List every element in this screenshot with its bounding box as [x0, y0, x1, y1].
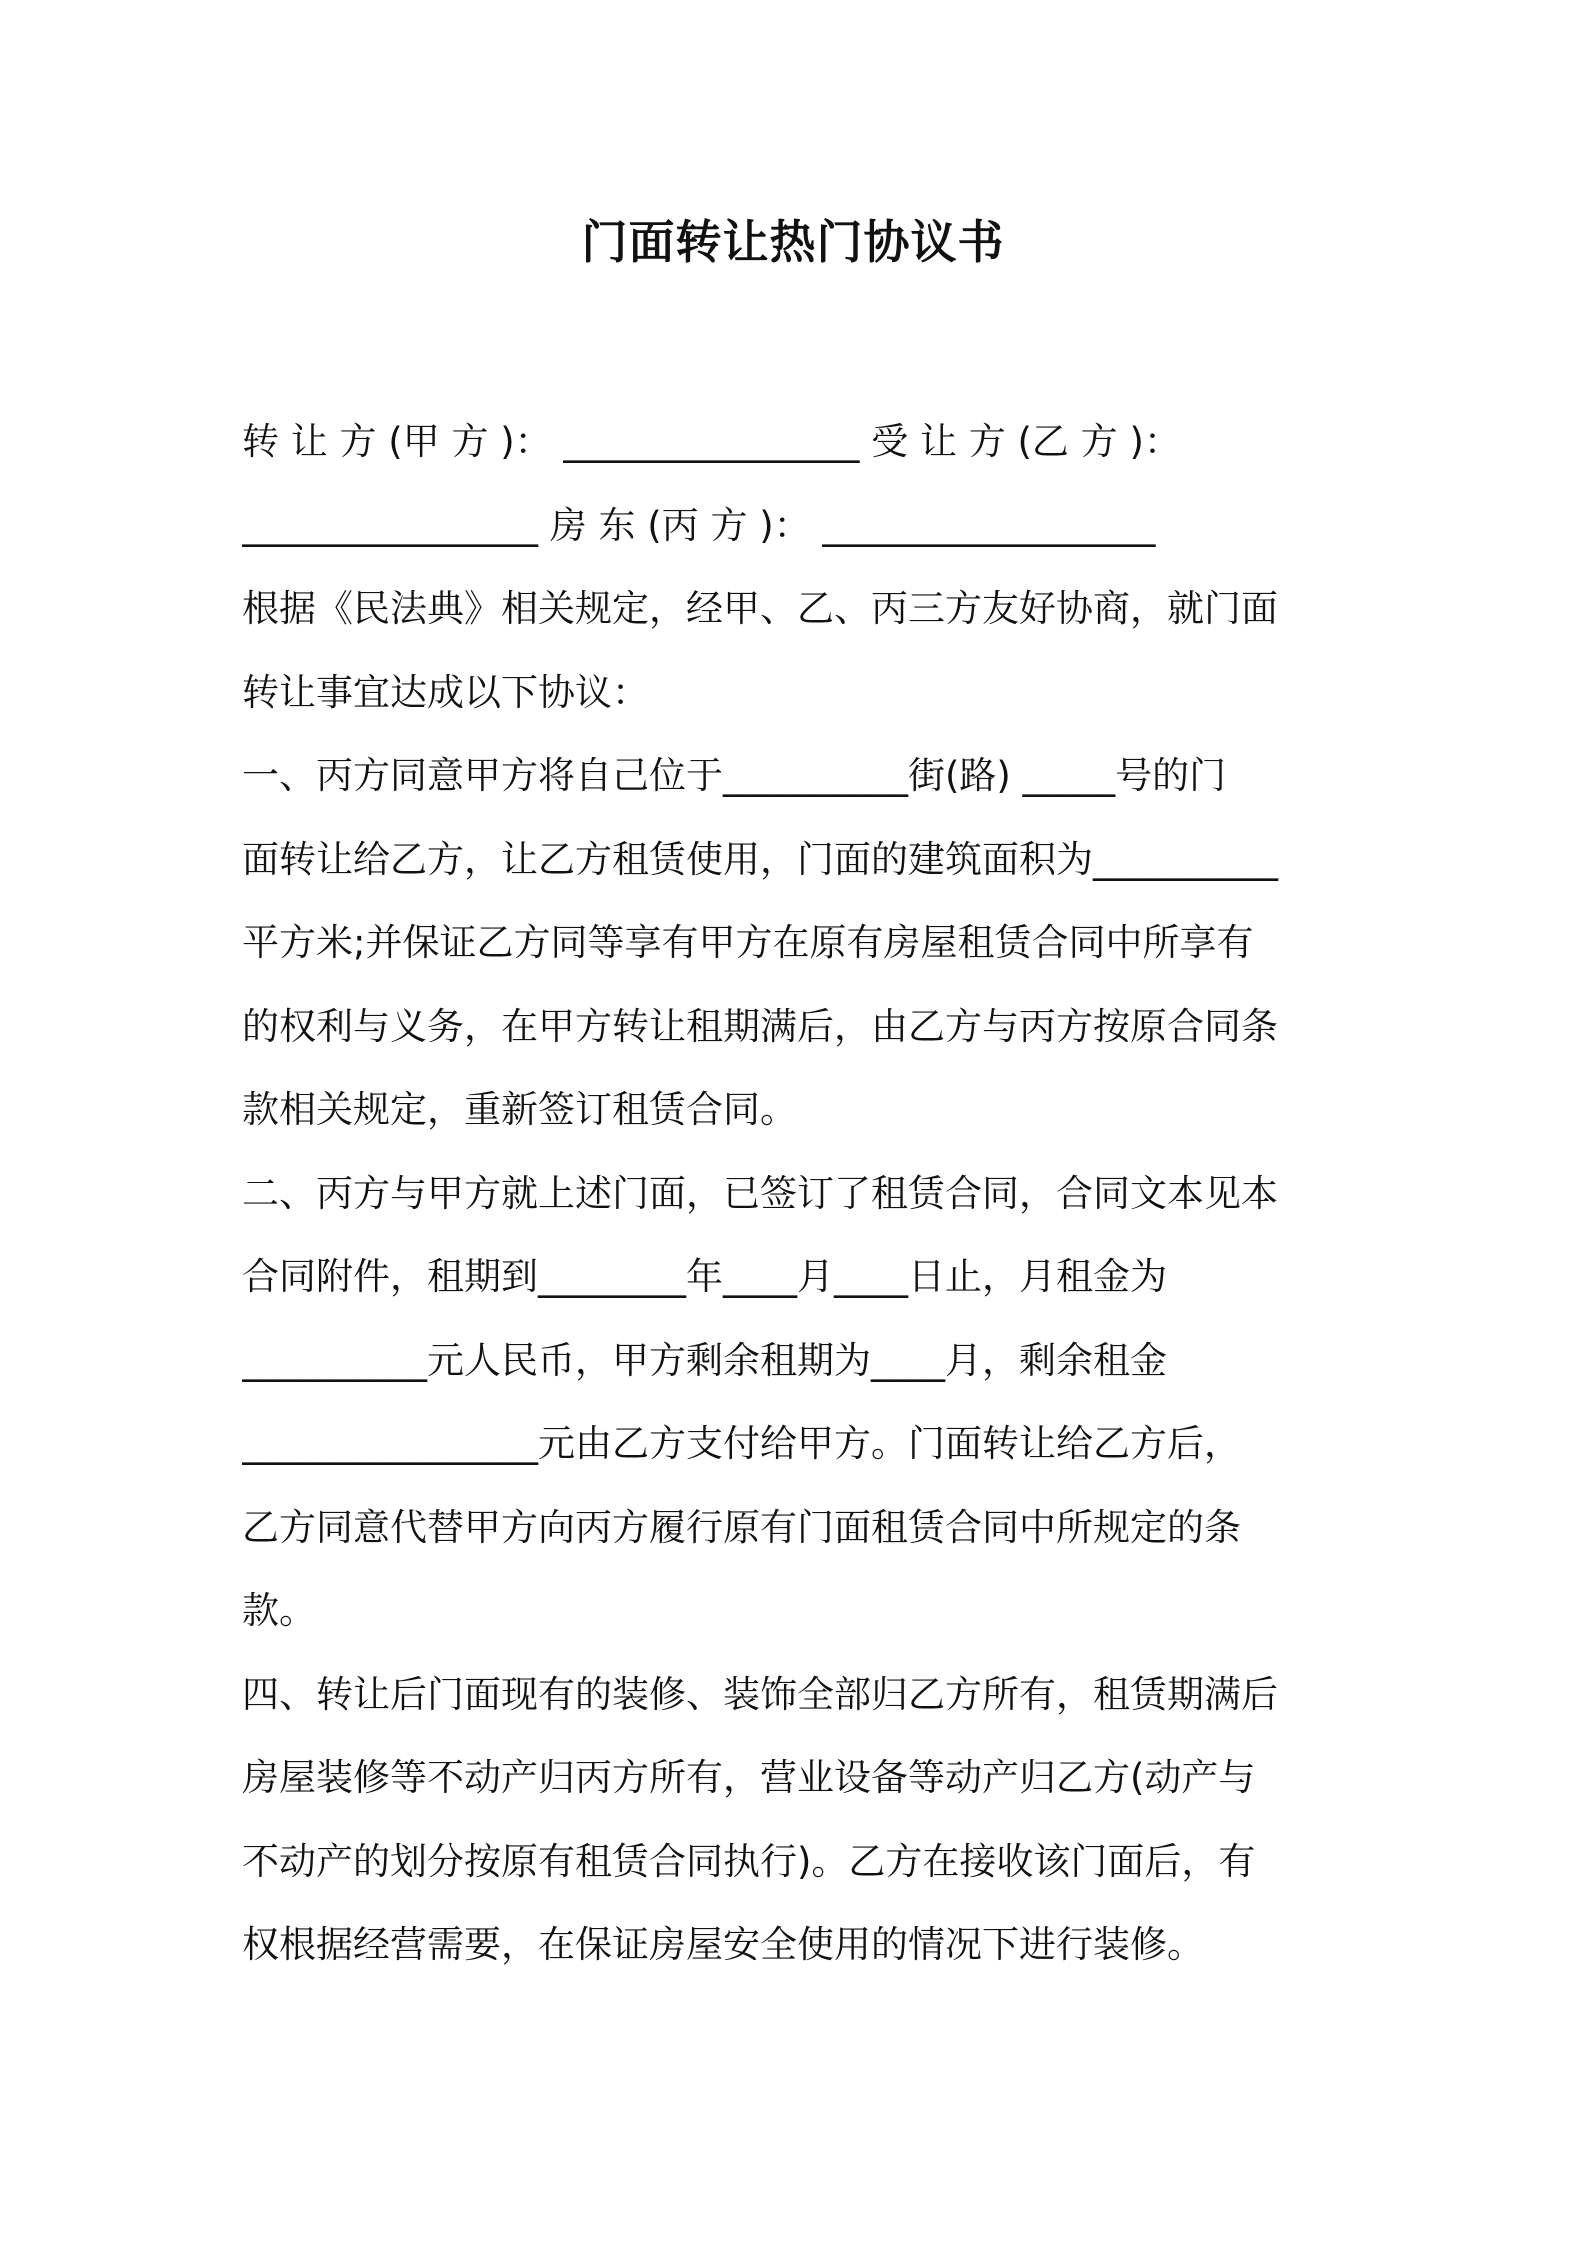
- clause-1-line: 的权利与义务，在甲方转让租期满后，由乙方与丙方按原合同条: [242, 1004, 1278, 1048]
- clause-1-line: 一、丙方同意甲方将自己位于__________街(路) _____号的门: [242, 754, 1227, 797]
- clause-2-line: 乙方同意代替甲方向丙方履行原有门面租赁合同中所规定的条: [242, 1505, 1241, 1549]
- party-line-2: ________________ 房 东 (丙 方 )： __________________: [242, 503, 1156, 547]
- clause-2-line: 款。: [242, 1589, 316, 1632]
- clause-1-line: 款相关规定，重新签订租赁合同。: [242, 1088, 797, 1131]
- clause-1-line: 平方米;并保证乙方同等享有甲方在原有房屋租赁合同中所享有: [242, 921, 1254, 964]
- clause-2-line: ________________元由乙方支付给甲方。门面转让给乙方后，: [242, 1422, 1241, 1465]
- clause-4-line: 不动产的划分按原有租赁合同执行)。乙方在接收该门面后，有: [242, 1839, 1256, 1883]
- clause-2-line: __________元人民币，甲方剩余租期为____月，剩余租金: [242, 1338, 1167, 1382]
- clause-4-line: 四、转让后门面现有的装修、装饰全部归乙方所有，租赁期满后: [242, 1672, 1278, 1716]
- document-body: [242, 400, 1350, 1987]
- party-line-1: 转 让 方 (甲 方 )： ________________ 受 让 方 (乙 方 )：: [242, 420, 1181, 463]
- paragraph-line: 根据《民法典》相关规定，经甲、乙、丙三方友好协商，就门面: [242, 587, 1278, 630]
- document-title: 门面转让热门协议书: [581, 215, 1005, 269]
- paragraph-line: 转让事宜达成以下协议：: [242, 670, 649, 714]
- clause-2-line: 合同附件，租期到________年____月____日止，月租金为: [242, 1255, 1167, 1298]
- clause-1-line: 面转让给乙方，让乙方租赁使用，门面的建筑面积为__________: [242, 837, 1278, 881]
- clause-4-line: 权根据经营需要，在保证房屋安全使用的情况下进行装修。: [242, 1923, 1204, 1966]
- clause-2-line: 二、丙方与甲方就上述门面，已签订了租赁合同，合同文本见本: [242, 1171, 1278, 1215]
- clause-4-line: 房屋装修等不动产归丙方所有，营业设备等动产归乙方(动产与: [242, 1756, 1256, 1799]
